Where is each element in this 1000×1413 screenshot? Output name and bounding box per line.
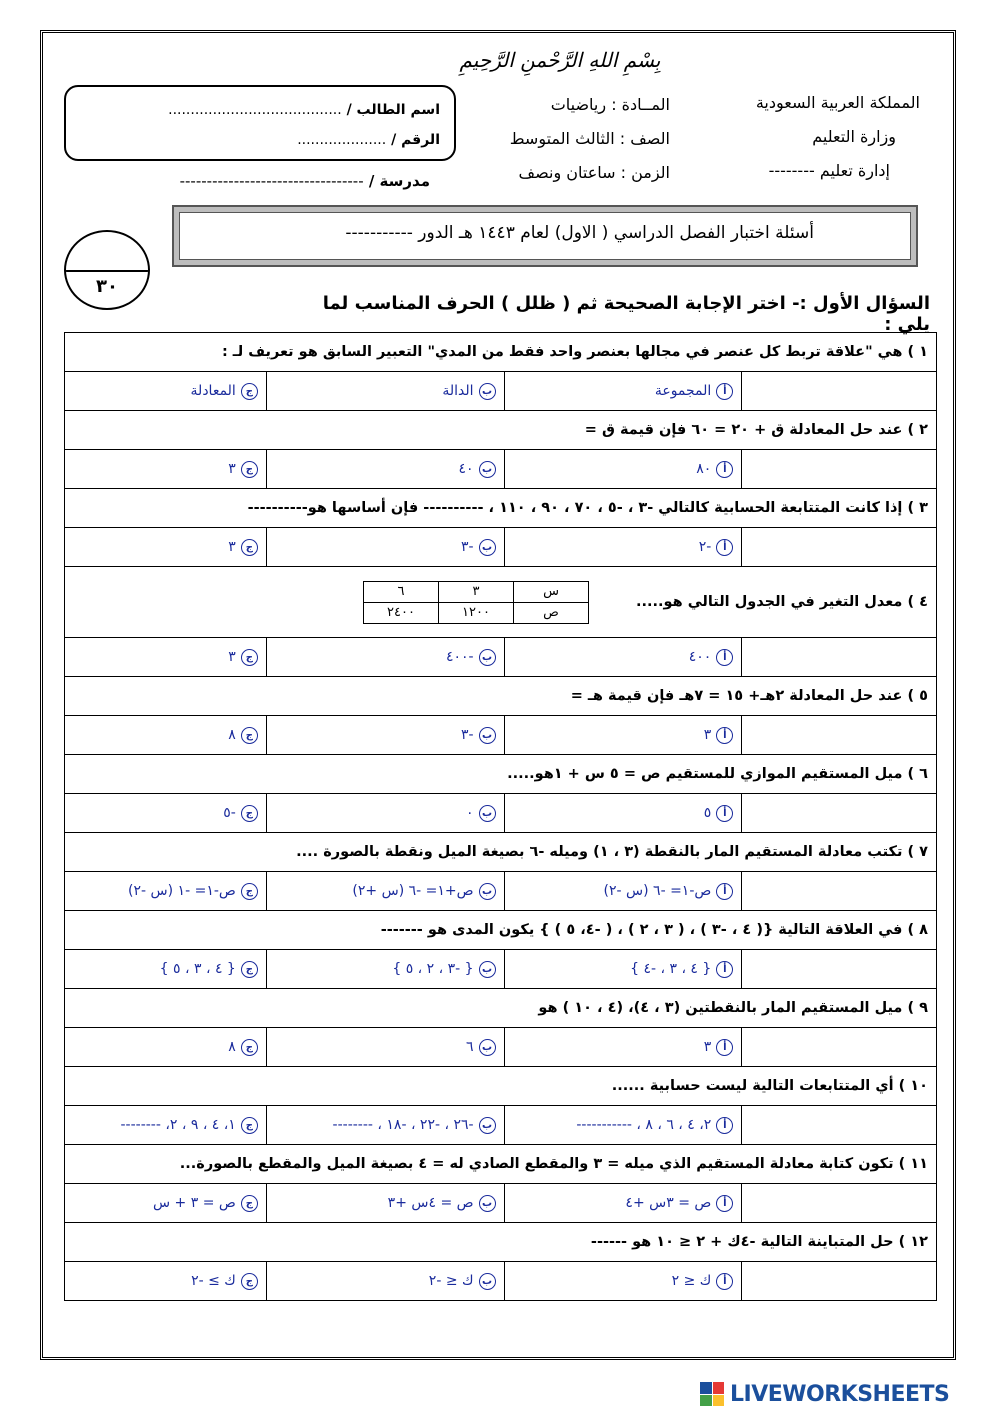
answer-option-cell[interactable] <box>65 1184 267 1223</box>
question-row <box>65 1145 937 1184</box>
answer-option[interactable] <box>275 539 496 556</box>
ministry-label: وزارة التعليم <box>812 127 896 146</box>
student-name-label: اسم الطالب / <box>346 102 440 118</box>
rate-table-cell: ٣ <box>439 581 514 602</box>
answer-option[interactable] <box>513 1117 734 1134</box>
option-text: ص = ٣ + س <box>153 1195 236 1211</box>
option-text: ٨ <box>228 727 236 743</box>
option-letter-circle[interactable]: ب <box>479 1117 496 1134</box>
option-text: ص = ٤س +٣ <box>387 1195 474 1211</box>
answer-option-cell[interactable] <box>504 1028 742 1067</box>
option-text: ص-١= -١ (س -٢) <box>128 883 236 899</box>
answer-option-cell[interactable] <box>65 528 267 567</box>
answer-blank-cell <box>742 1262 937 1301</box>
basmala: بِسْمِ اللهِ الرَّحْمنِ الرَّحِيمِ <box>459 48 661 72</box>
answer-option[interactable] <box>513 461 734 478</box>
time-label: الزمن : ساعتان ونصف <box>518 163 670 182</box>
answer-option[interactable] <box>513 1195 734 1212</box>
answer-option[interactable] <box>513 961 734 978</box>
answer-option-cell[interactable] <box>266 372 504 411</box>
exam-title: أسئلة اختبار الفصل الدراسي ( الاول) لعام ١٤٤٣ هـ الدور ----------- <box>179 212 911 260</box>
answer-option-cell[interactable] <box>65 372 267 411</box>
option-text: ص-١= -٦ (س -٢) <box>603 883 712 899</box>
student-number-field[interactable]: .................... <box>297 132 387 148</box>
answer-option[interactable] <box>513 649 734 666</box>
answer-option[interactable] <box>73 805 258 822</box>
question-text: ٣ ) إذا كانت المتتابعة الحسابية كالتالي -٣ ، -٥ ، ٧٠ ، ٩٠ ، ١١٠ ، ---------- فإن أساسها هو---------- <box>65 489 937 528</box>
option-text: -٣ <box>460 727 474 743</box>
answer-blank-cell <box>742 1028 937 1067</box>
option-text: ص = ٣س +٤ <box>625 1195 712 1211</box>
option-text: ١، ٤ ، ٩ ، ٢، -------- <box>120 1117 236 1133</box>
question-row <box>65 489 937 528</box>
option-letter-circle[interactable]: ب <box>479 961 496 978</box>
answer-option-cell[interactable] <box>266 872 504 911</box>
answer-option[interactable] <box>513 883 734 900</box>
option-letter-circle[interactable]: ج <box>241 727 258 744</box>
option-text: { ٤ ، ٣ ، ٥ } <box>159 961 236 977</box>
answer-option[interactable] <box>275 883 496 900</box>
answer-option-cell[interactable] <box>266 528 504 567</box>
option-letter-circle[interactable]: ب <box>479 461 496 478</box>
liveworksheets-logo <box>700 1378 1000 1410</box>
answer-option[interactable] <box>275 461 496 478</box>
option-letter-circle[interactable]: ج <box>241 539 258 556</box>
answer-row <box>65 950 937 989</box>
answer-option[interactable] <box>275 1117 496 1134</box>
answer-option-cell[interactable] <box>65 794 267 833</box>
answer-option[interactable] <box>73 961 258 978</box>
answer-row <box>65 1262 937 1301</box>
answer-option[interactable] <box>513 539 734 556</box>
option-letter-circle[interactable]: أ <box>716 883 733 900</box>
option-letter-circle[interactable]: ج <box>241 1039 258 1056</box>
question-text: ١١ ) تكون كتابة معادلة المستقيم الذي ميله = ٣ والمقطع الصادي له = ٤ بصيغة الميل والمقطع بالصورة... <box>65 1145 937 1184</box>
option-letter-circle[interactable]: ب <box>479 649 496 666</box>
answer-option-cell[interactable] <box>266 1262 504 1301</box>
answer-option[interactable] <box>73 383 258 400</box>
option-text: { ٤ ، ٣ ، -٤ } <box>630 961 712 977</box>
option-letter-circle[interactable]: أ <box>716 383 733 400</box>
rate-table-cell: ص <box>514 602 589 623</box>
rate-table-cell: س <box>514 581 589 602</box>
answer-option-cell[interactable] <box>504 872 742 911</box>
question-text: ٧ ) تكتب معادلة المستقيم المار بالنقطة (٣ ، ١) وميله -٦ بصيغة الميل ونقطة بالصورة .... <box>65 833 937 872</box>
question-row <box>65 411 937 450</box>
option-text: ٥ <box>703 805 712 821</box>
answer-option-cell[interactable] <box>266 716 504 755</box>
option-text: الدالة <box>442 383 474 399</box>
option-letter-circle[interactable]: ب <box>479 383 496 400</box>
option-letter-circle[interactable]: ج <box>241 383 258 400</box>
liveworksheets-mark-icon <box>700 1382 724 1406</box>
answer-option[interactable] <box>513 727 734 744</box>
exam-title-box <box>172 205 918 267</box>
option-text: -٢ <box>698 539 712 555</box>
option-text: ك ≤ -٢ <box>428 1273 474 1289</box>
answer-row <box>65 872 937 911</box>
question-text: ٤ ) معدل التغير في الجدول التالي هو..... <box>636 594 928 610</box>
question-row <box>65 567 937 638</box>
answer-option[interactable] <box>73 649 258 666</box>
answer-option-cell[interactable] <box>504 372 742 411</box>
subject-label: المــادة : رياضيات <box>550 95 670 114</box>
rate-table-row <box>364 602 589 623</box>
option-letter-circle[interactable]: أ <box>716 727 733 744</box>
option-letter-circle[interactable]: ب <box>479 727 496 744</box>
question-row <box>65 755 937 794</box>
answer-option-cell[interactable] <box>504 638 742 677</box>
total-score: ٣٠ <box>96 276 118 297</box>
option-text: ص+١= -٦ (س +٢) <box>352 883 474 899</box>
answer-option-cell[interactable] <box>65 450 267 489</box>
answer-row <box>65 794 937 833</box>
option-text: { -٣ ، ٢ ، ٥ } <box>392 961 474 977</box>
student-number-label: الرقم / <box>391 132 440 148</box>
answer-option[interactable] <box>73 1117 258 1134</box>
answer-blank-cell <box>742 638 937 677</box>
answer-option-cell[interactable] <box>504 716 742 755</box>
answer-option-cell[interactable] <box>65 872 267 911</box>
option-letter-circle[interactable]: ب <box>479 1273 496 1290</box>
option-text: ٤٠ <box>458 461 474 477</box>
rate-of-change-table <box>363 581 589 624</box>
option-text: ٣ <box>703 727 712 743</box>
school-field[interactable]: ---------------------------------- <box>179 172 364 190</box>
option-letter-circle[interactable]: ج <box>241 1273 258 1290</box>
answer-option[interactable] <box>275 1195 496 1212</box>
answer-row <box>65 1106 937 1145</box>
answer-blank-cell <box>742 1184 937 1223</box>
option-text: -٣ <box>460 539 474 555</box>
answer-option[interactable] <box>73 1195 258 1212</box>
question-text: ١ ) هي "علاقة تربط كل عنصر في مجالها بعنصر واحد فقط من المدي" التعبير السابق هو تعريف لـ : <box>65 333 937 372</box>
rate-table-row <box>364 581 589 602</box>
option-text: -٢٦ ، -٢٢ ، -١٨ ، -------- <box>332 1117 474 1133</box>
option-letter-circle[interactable]: ب <box>479 883 496 900</box>
option-letter-circle[interactable]: ب <box>479 805 496 822</box>
answer-row <box>65 716 937 755</box>
answer-option[interactable] <box>275 805 496 822</box>
option-text: المجموعة <box>654 383 712 399</box>
option-text: ٨ <box>228 1039 236 1055</box>
answer-option-cell[interactable] <box>266 950 504 989</box>
option-letter-circle[interactable]: ج <box>241 805 258 822</box>
option-letter-circle[interactable]: ب <box>479 1195 496 1212</box>
option-letter-circle[interactable]: أ <box>716 805 733 822</box>
rate-table-cell: ٢٤٠٠ <box>364 602 439 623</box>
question-row <box>65 333 937 372</box>
administration-label: إدارة تعليم -------- <box>768 161 890 180</box>
answer-option-cell[interactable] <box>504 950 742 989</box>
answer-option[interactable] <box>73 1273 258 1290</box>
score-divider <box>66 270 148 272</box>
question-text: ٨ ) في العلاقة التالية {( ٤ ، -٣ ) ، ( ٣ ، ٢ ) ، ( -٤، ٥ ) } يكون المدى هو ------- <box>65 911 937 950</box>
answer-option-cell[interactable] <box>65 1028 267 1067</box>
answer-option[interactable] <box>513 1039 734 1056</box>
answer-option[interactable] <box>513 383 734 400</box>
answer-option[interactable] <box>275 1273 496 1290</box>
question-row <box>65 1223 937 1262</box>
kingdom-label: المملكة العربية السعودية <box>755 93 920 112</box>
question-text: ١٢ ) حل المتباينة التالية -٤ك + ٢ ≤ ١٠ هو ------ <box>65 1223 937 1262</box>
option-text: ٨٠ <box>696 461 712 477</box>
option-text: -٤٠٠ <box>445 649 474 665</box>
answer-blank-cell <box>742 950 937 989</box>
option-text: ٠ <box>466 805 474 821</box>
answer-option-cell[interactable] <box>266 638 504 677</box>
option-text: ك ≥ -٢ <box>191 1273 236 1289</box>
answer-blank-cell <box>742 372 937 411</box>
option-letter-circle[interactable]: ب <box>479 539 496 556</box>
answer-row <box>65 450 937 489</box>
question-row <box>65 1067 937 1106</box>
answer-option-cell[interactable] <box>504 1262 742 1301</box>
option-letter-circle[interactable]: ج <box>241 1117 258 1134</box>
option-text: ٣ <box>703 1039 712 1055</box>
answer-option[interactable] <box>73 461 258 478</box>
option-text: ٣ <box>228 461 236 477</box>
option-text: -٥ <box>223 805 236 821</box>
question-row <box>65 677 937 716</box>
answer-option-cell[interactable] <box>266 1184 504 1223</box>
option-letter-circle[interactable]: ج <box>241 461 258 478</box>
option-text: ك ≤ ٢ <box>671 1273 712 1289</box>
answer-option-cell[interactable] <box>504 1106 742 1145</box>
answer-option-cell[interactable] <box>65 1262 267 1301</box>
question-cell <box>65 567 937 638</box>
answer-option-cell[interactable] <box>65 716 267 755</box>
question-row <box>65 989 937 1028</box>
option-letter-circle[interactable]: ج <box>241 961 258 978</box>
answer-row <box>65 638 937 677</box>
section-heading: السؤال الأول :- اختر الإجابة الصحيحة ثم ( ظلل ) الحرف المناسب لما يلي : <box>322 293 930 335</box>
answer-blank-cell <box>742 1106 937 1145</box>
answer-option[interactable] <box>275 383 496 400</box>
answer-option[interactable] <box>513 1273 734 1290</box>
option-letter-circle[interactable]: أ <box>716 1273 733 1290</box>
question-text: ٥ ) عند حل المعادلة ٢هـ+ ١٥ = ٧هـ فإن قيمة هـ = <box>65 677 937 716</box>
option-letter-circle[interactable]: أ <box>716 1195 733 1212</box>
option-text: ٣ <box>228 649 236 665</box>
question-row <box>65 911 937 950</box>
questions-table <box>64 332 937 1301</box>
answer-option-cell[interactable] <box>504 450 742 489</box>
rate-table-cell: ١٢٠٠ <box>439 602 514 623</box>
answer-option-cell[interactable] <box>504 528 742 567</box>
answer-option[interactable] <box>275 1039 496 1056</box>
answer-blank-cell <box>742 794 937 833</box>
student-info-box <box>64 85 456 161</box>
school-line <box>160 172 430 190</box>
option-letter-circle[interactable]: أ <box>716 1039 733 1056</box>
answer-option-cell[interactable] <box>266 450 504 489</box>
option-letter-circle[interactable]: ب <box>479 1039 496 1056</box>
answer-blank-cell <box>742 716 937 755</box>
question-text: ٩ ) ميل المستقيم المار بالنقطتين (٣ ، ٤)، (٤ ، ١٠ ) هو <box>65 989 937 1028</box>
option-letter-circle[interactable]: ج <box>241 1195 258 1212</box>
answer-option[interactable] <box>275 649 496 666</box>
answer-blank-cell <box>742 872 937 911</box>
answer-row <box>65 528 937 567</box>
option-letter-circle[interactable]: أ <box>716 961 733 978</box>
answer-option[interactable] <box>73 539 258 556</box>
option-letter-circle[interactable]: أ <box>716 539 733 556</box>
answer-blank-cell <box>742 528 937 567</box>
question-text: ١٠ ) أي المتتابعات التالية ليست حسابية ...... <box>65 1067 937 1106</box>
score-circle <box>64 230 150 310</box>
answer-option-cell[interactable] <box>65 1106 267 1145</box>
answer-option[interactable] <box>513 805 734 822</box>
option-letter-circle[interactable]: أ <box>716 461 733 478</box>
school-label: مدرسة / <box>368 172 430 190</box>
question-text: ٢ ) عند حل المعادلة ق + ٢٠ = ٦٠ فإن قيمة ق = <box>65 411 937 450</box>
question-row <box>65 833 937 872</box>
option-letter-circle[interactable]: ج <box>241 883 258 900</box>
answer-option[interactable] <box>275 961 496 978</box>
answer-option-cell[interactable] <box>266 1106 504 1145</box>
rate-table-cell: ٦ <box>364 581 439 602</box>
answer-row <box>65 1028 937 1067</box>
answer-option-cell[interactable] <box>266 1028 504 1067</box>
option-text: ٤٠٠ <box>688 649 712 665</box>
grade-label: الصف : الثالث المتوسط <box>509 129 670 148</box>
answer-row <box>65 1184 937 1223</box>
option-text: ٦ <box>466 1039 474 1055</box>
answer-option[interactable] <box>73 883 258 900</box>
answer-option-cell[interactable] <box>65 638 267 677</box>
header-authority <box>710 86 920 188</box>
question-text: ٦ ) ميل المستقيم الموازي للمستقيم ص = ٥ س + ١هو..... <box>65 755 937 794</box>
option-text: المعادلة <box>190 383 236 399</box>
student-name-field[interactable]: ....................................... <box>168 102 342 118</box>
answer-option-cell[interactable] <box>266 794 504 833</box>
answer-option-cell[interactable] <box>504 1184 742 1223</box>
answer-row <box>65 372 937 411</box>
option-letter-circle[interactable]: ج <box>241 649 258 666</box>
option-letter-circle[interactable]: أ <box>716 1117 733 1134</box>
answer-option[interactable] <box>73 1039 258 1056</box>
answer-option[interactable] <box>275 727 496 744</box>
answer-option-cell[interactable] <box>65 950 267 989</box>
liveworksheets-text: LIVEWORKSHEETS <box>730 1381 950 1407</box>
option-text: ٢، ٤ ، ٦ ، ٨ ، ----------- <box>576 1117 712 1133</box>
answer-option-cell[interactable] <box>504 794 742 833</box>
option-letter-circle[interactable]: أ <box>716 649 733 666</box>
answer-blank-cell <box>742 450 937 489</box>
header-exam-info <box>470 88 670 190</box>
answer-option[interactable] <box>73 727 258 744</box>
option-text: ٣ <box>228 539 236 555</box>
